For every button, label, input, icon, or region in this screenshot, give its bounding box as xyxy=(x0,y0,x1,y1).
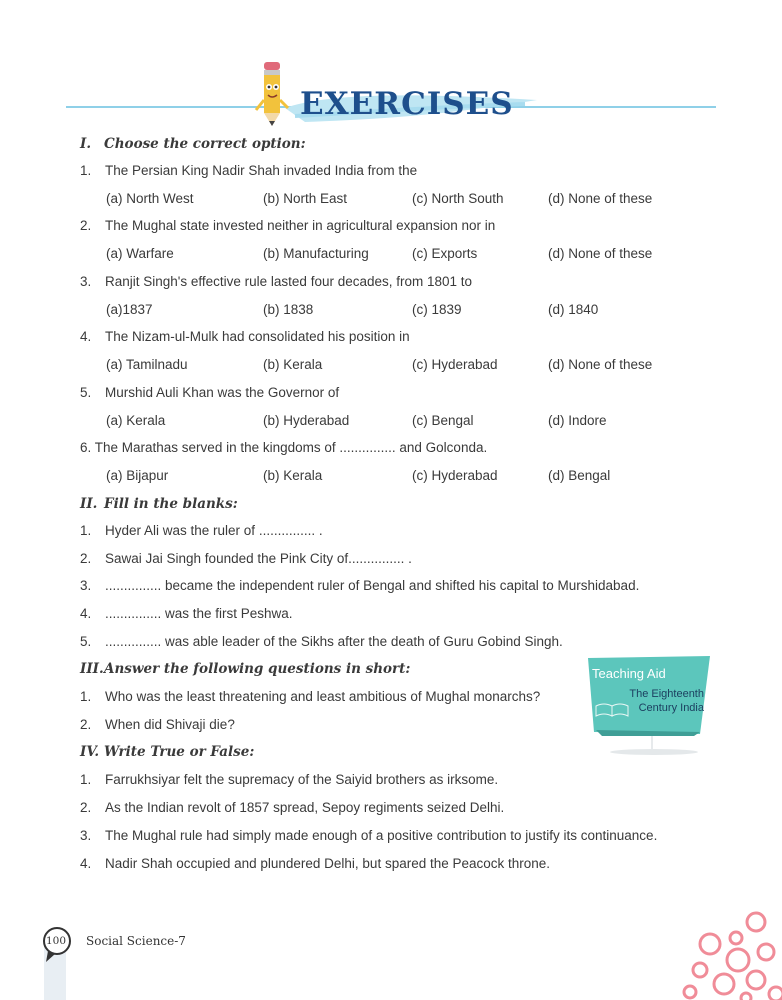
item-number: 5. xyxy=(80,634,92,649)
options-row-6 xyxy=(106,468,706,486)
item-text: Who was the least threatening and least ambitious of Mughal monarchs? xyxy=(105,689,541,704)
option-b: (b) Manufacturing xyxy=(263,246,369,261)
option-a: (a) Warfare xyxy=(106,246,174,261)
section-title: Fill in the blanks: xyxy=(104,496,238,512)
question-number: 3. xyxy=(80,274,92,289)
item-number: 2. xyxy=(80,551,92,566)
option-b: (b) Hyderabad xyxy=(263,413,350,428)
question-5 xyxy=(80,385,339,400)
item-text: Hyder Ali was the ruler of ............... . xyxy=(105,523,323,538)
blank-item-5 xyxy=(80,634,563,649)
options-row-5 xyxy=(106,413,706,431)
book-title: Social Science-7 xyxy=(86,934,186,948)
options-row-3 xyxy=(106,302,706,320)
question-number: 5. xyxy=(80,385,92,400)
item-text: The Mughal rule had simply made enough of a positive contribution to justify its continuance. xyxy=(105,828,658,843)
option-c: (c) Hyderabad xyxy=(412,357,498,372)
option-a: (a)1837 xyxy=(106,302,153,317)
option-b: (b) Kerala xyxy=(263,468,323,483)
options-row-2 xyxy=(106,246,706,264)
question-4 xyxy=(80,329,410,344)
option-d: (d) None of these xyxy=(548,191,653,206)
section-title: Write True or False: xyxy=(104,744,255,760)
option-d: (d) Indore xyxy=(548,413,607,428)
options-row-1 xyxy=(106,191,706,209)
question-text: The Mughal state invested neither in agricultural expansion nor in xyxy=(105,218,496,233)
item-text: ............... became the independent ruler of Bengal and shifted his capital to Murshidabad. xyxy=(105,578,640,593)
item-number: 1. xyxy=(80,772,92,787)
section-number: I. xyxy=(80,136,92,152)
option-d: (d) None of these xyxy=(548,246,653,261)
option-a: (a) Tamilnadu xyxy=(106,357,188,372)
option-a: (a) Bijapur xyxy=(106,468,169,483)
item-number: 2. xyxy=(80,800,92,815)
true-false-item-4 xyxy=(80,856,550,871)
teaching-aid-title: Teaching Aid xyxy=(592,666,666,681)
option-d: (d) Bengal xyxy=(548,468,611,483)
question-1 xyxy=(80,163,417,178)
option-d: (d) None of these xyxy=(548,357,653,372)
section-heading-2 xyxy=(70,496,238,512)
blank-item-4 xyxy=(80,606,293,621)
bubble-decoration xyxy=(676,908,782,1000)
short-question-1 xyxy=(80,689,540,704)
teaching-aid-line-1: The Eighteenth xyxy=(629,688,704,700)
question-2 xyxy=(80,218,495,233)
option-c: (c) Bengal xyxy=(412,413,474,428)
question-number: 1. xyxy=(80,163,92,178)
section-heading-3 xyxy=(70,661,410,677)
true-false-item-2 xyxy=(80,800,504,815)
item-text: Sawai Jai Singh founded the Pink City of............... . xyxy=(105,551,412,566)
item-text: Nadir Shah occupied and plundered Delhi, but spared the Peacock throne. xyxy=(105,856,551,871)
blank-item-1 xyxy=(80,523,323,538)
item-number: 2. xyxy=(80,717,92,732)
item-text: ............... was the first Peshwa. xyxy=(105,606,293,621)
page-number: 100 xyxy=(45,935,67,947)
teaching-aid-subtitle xyxy=(612,687,704,715)
option-b: (b) Kerala xyxy=(263,357,323,372)
item-number: 3. xyxy=(80,828,92,843)
question-number: 4. xyxy=(80,329,92,344)
section-heading-4 xyxy=(70,744,254,760)
option-c: (c) Exports xyxy=(412,246,478,261)
option-c: (c) North South xyxy=(412,191,504,206)
item-text: As the Indian revolt of 1857 spread, Sepoy regiments seized Delhi. xyxy=(105,800,505,815)
section-heading-1 xyxy=(70,136,306,152)
option-c: (c) 1839 xyxy=(412,302,462,317)
item-number: 1. xyxy=(80,689,92,704)
option-a: (a) North West xyxy=(106,191,194,206)
section-number: II. xyxy=(80,496,98,512)
question-number: 2. xyxy=(80,218,92,233)
question-text: The Persian King Nadir Shah invaded India from the xyxy=(105,163,418,178)
question-text: Ranjit Singh's effective rule lasted four decades, from 1801 to xyxy=(105,274,473,289)
item-text: Farrukhsiyar felt the supremacy of the Saiyid brothers as irksome. xyxy=(105,772,499,787)
option-b: (b) North East xyxy=(263,191,348,206)
short-question-2 xyxy=(80,717,235,732)
item-text: ............... was able leader of the Sikhs after the death of Guru Gobind Singh. xyxy=(105,634,563,649)
question-text: The Nizam-ul-Mulk had consolidated his position in xyxy=(105,329,410,344)
option-a: (a) Kerala xyxy=(106,413,166,428)
item-text: When did Shivaji die? xyxy=(105,717,235,732)
blank-item-2 xyxy=(80,551,412,566)
pencil-mascot-icon xyxy=(252,60,292,130)
section-title: Choose the correct option: xyxy=(104,136,306,152)
true-false-item-1 xyxy=(80,772,498,787)
blank-item-3 xyxy=(80,578,639,593)
question-3 xyxy=(80,274,472,289)
teaching-aid-line-2: Century India xyxy=(638,702,704,714)
section-title: Answer the following questions in short: xyxy=(104,661,411,677)
section-number: III. xyxy=(80,661,104,677)
question-text: Murshid Auli Khan was the Governor of xyxy=(105,385,340,400)
options-row-4 xyxy=(106,357,706,375)
option-d: (d) 1840 xyxy=(548,302,599,317)
item-number: 4. xyxy=(80,606,92,621)
item-number: 3. xyxy=(80,578,92,593)
page-title: EXERCISES xyxy=(300,86,514,122)
question-6 xyxy=(80,440,487,455)
question-text: 6. The Marathas served in the kingdoms of ............... and Golconda. xyxy=(80,440,488,455)
option-b: (b) 1838 xyxy=(263,302,314,317)
true-false-item-3 xyxy=(80,828,657,843)
item-number: 1. xyxy=(80,523,92,538)
option-c: (c) Hyderabad xyxy=(412,468,498,483)
section-number: IV. xyxy=(80,744,100,760)
item-number: 4. xyxy=(80,856,92,871)
